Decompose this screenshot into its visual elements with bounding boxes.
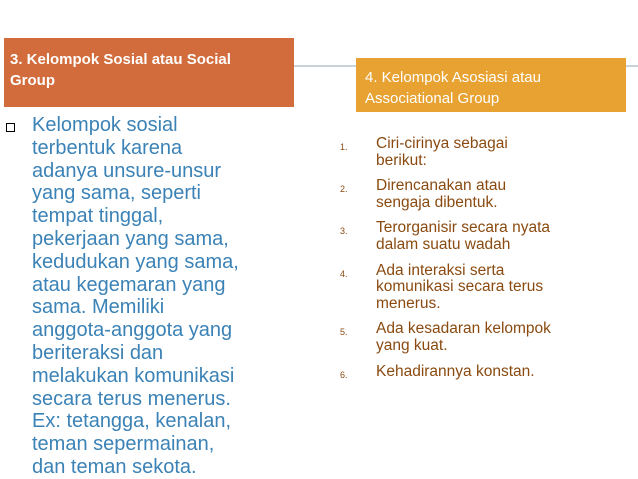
- list-item-number: 5.: [340, 327, 348, 338]
- left-section-header: [4, 38, 294, 107]
- list-item: [336, 136, 626, 169]
- list-item-text: Kehadirannya konstan.: [376, 362, 535, 380]
- right-section-header: [356, 58, 626, 112]
- left-section-body: [6, 114, 296, 479]
- header-connector-line-right: [626, 65, 638, 67]
- list-item: [336, 263, 626, 313]
- list-item-text: Ciri-cirinya sebagai berikut:: [376, 135, 508, 169]
- header-connector-line: [294, 65, 356, 67]
- list-item-text: Terorganisir secara nyata dalam suatu wadah: [376, 219, 551, 253]
- square-bullet-icon: [6, 123, 15, 132]
- list-item-number: 2.: [340, 184, 348, 195]
- list-item-text: Direncanakan atau sengaja dibentuk.: [376, 177, 507, 211]
- list-item: [336, 364, 626, 381]
- list-item: [336, 178, 626, 211]
- left-section-text: Kelompok sosial terbentuk karena adanya unsure-unsur yang sama, seperti tempat tinggal, pekerjaan yang sama, kedudukan yang sama, atau kegemaran yang sama. Memiliki anggota-anggota yang beriteraksi dan melakukan komunikasi secara terus menerus. Ex: tetangga, kenalan, teman sepermainan, dan teman sekota.: [32, 114, 239, 478]
- right-section-list: [336, 136, 626, 389]
- list-item: [336, 220, 626, 253]
- list-item-number: 1.: [340, 142, 348, 152]
- list-item: [336, 321, 626, 354]
- list-item-number: 3.: [340, 226, 348, 237]
- list-item-text: Ada kesadaran kelompok yang kuat.: [376, 320, 551, 354]
- list-item-number: 6.: [340, 369, 348, 380]
- left-section-title: 3. Kelompok Sosial atau Social Group: [10, 51, 231, 89]
- right-section-title: 4. Kelompok Asosiasi atau Associational Group: [365, 69, 541, 107]
- list-item-number: 4.: [340, 268, 348, 279]
- list-item-text: Ada interaksi serta komunikasi secara terus menerus.: [376, 261, 544, 312]
